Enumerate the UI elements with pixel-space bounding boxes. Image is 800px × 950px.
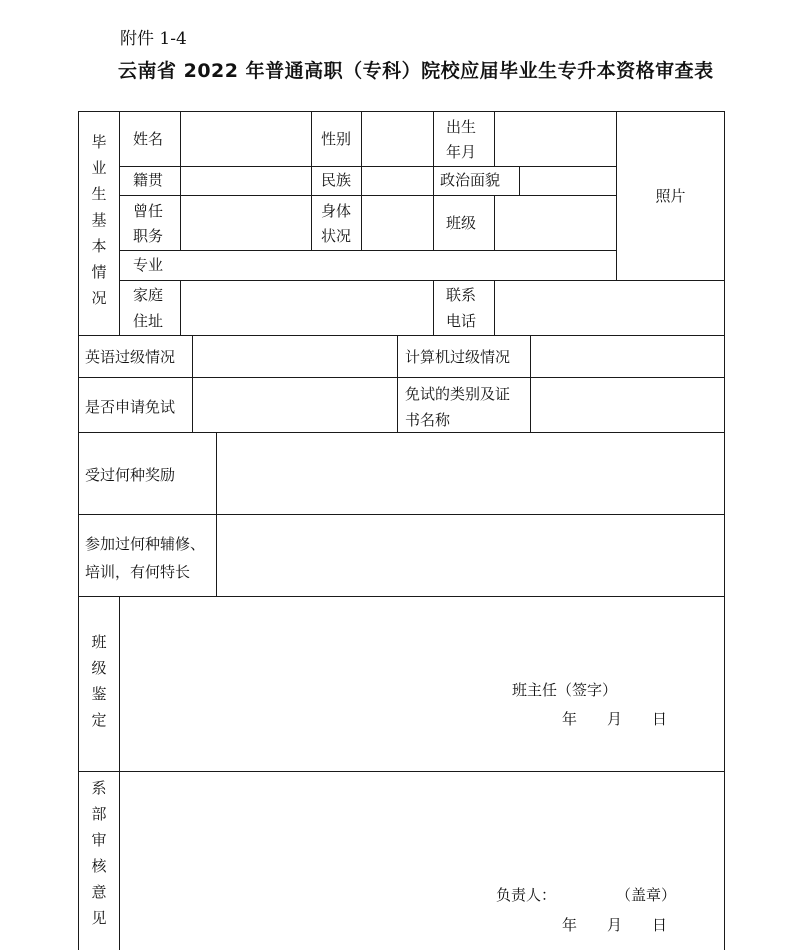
exemption-type-label-line2: 书名称 — [405, 411, 451, 429]
exemption-type-label-line1: 免试的类别及证 — [405, 385, 511, 403]
phone-field[interactable] — [495, 281, 724, 335]
head-teacher-signature-label: 班主任（签字） — [512, 681, 618, 699]
department-review-date: 年 月 日 — [562, 916, 668, 934]
class-evaluation-date: 年 月 日 — [562, 710, 668, 728]
class-field[interactable] — [495, 196, 615, 250]
awards-label: 受过何种奖励 — [85, 466, 176, 484]
english-level-field[interactable] — [193, 336, 397, 377]
major-field[interactable] — [181, 251, 615, 280]
grid-line — [311, 111, 312, 250]
grid-line — [397, 335, 398, 432]
grid-line — [433, 111, 434, 250]
exemption-request-label: 是否申请免试 — [85, 398, 176, 416]
health-label-line2: 状况 — [321, 227, 352, 245]
computer-level-field[interactable] — [531, 336, 724, 377]
person-in-charge-seal-label: 负责人： （盖章） — [496, 886, 677, 904]
section-class-evaluation-label: 班级鉴定 — [91, 633, 107, 729]
training-field[interactable] — [217, 515, 724, 596]
name-field[interactable] — [181, 112, 310, 166]
exemption-type-field[interactable] — [531, 378, 724, 432]
computer-level-label: 计算机过级情况 — [405, 348, 511, 366]
qualification-form-table — [78, 111, 725, 950]
exemption-request-field[interactable] — [193, 378, 397, 432]
grid-line — [119, 111, 120, 335]
address-label-line2: 住址 — [133, 312, 164, 330]
native-place-label: 籍贯 — [133, 171, 164, 189]
address-label-line1: 家庭 — [133, 286, 164, 304]
english-level-label: 英语过级情况 — [85, 348, 176, 366]
training-label-line1: 参加过何种辅修、 — [85, 535, 206, 553]
table-border-left — [78, 111, 79, 950]
phone-label-line1: 联系 — [446, 286, 477, 304]
class-evaluation-field[interactable] — [120, 597, 724, 771]
birth-field[interactable] — [495, 112, 615, 166]
training-label-line2: 培训，有何特长 — [85, 563, 191, 581]
section-basic-info-label: 毕业生基本情况 — [91, 133, 107, 307]
former-position-field[interactable] — [181, 196, 310, 250]
awards-field[interactable] — [217, 433, 724, 514]
form-title: 云南省 2022 年普通高职（专科）院校应届毕业生专升本资格审查表 — [118, 60, 714, 82]
political-status-field[interactable] — [520, 167, 615, 195]
phone-label-line2: 电话 — [446, 312, 477, 330]
birth-label-line2: 年月 — [446, 143, 477, 161]
photo-placeholder: 照片 — [655, 187, 686, 205]
table-border-right — [724, 111, 725, 950]
section-dept-review-label: 系部审核意见 — [91, 779, 107, 927]
attachment-label: 附件 1-4 — [120, 29, 187, 49]
native-place-field[interactable] — [181, 167, 310, 195]
gender-label: 性别 — [321, 130, 352, 148]
health-label-line1: 身体 — [321, 202, 352, 220]
former-position-label-line1: 曾任 — [133, 202, 164, 220]
gender-field[interactable] — [362, 112, 432, 166]
ethnicity-label: 民族 — [321, 171, 352, 189]
class-label: 班级 — [446, 214, 477, 232]
political-status-label: 政治面貌 — [440, 171, 501, 189]
birth-label-line1: 出生 — [446, 118, 477, 136]
grid-line — [433, 280, 434, 335]
former-position-label-line2: 职务 — [133, 227, 164, 245]
address-field[interactable] — [181, 281, 433, 335]
health-field[interactable] — [362, 196, 432, 250]
ethnicity-field[interactable] — [362, 167, 432, 195]
name-label: 姓名 — [133, 130, 164, 148]
major-label: 专业 — [133, 256, 164, 274]
